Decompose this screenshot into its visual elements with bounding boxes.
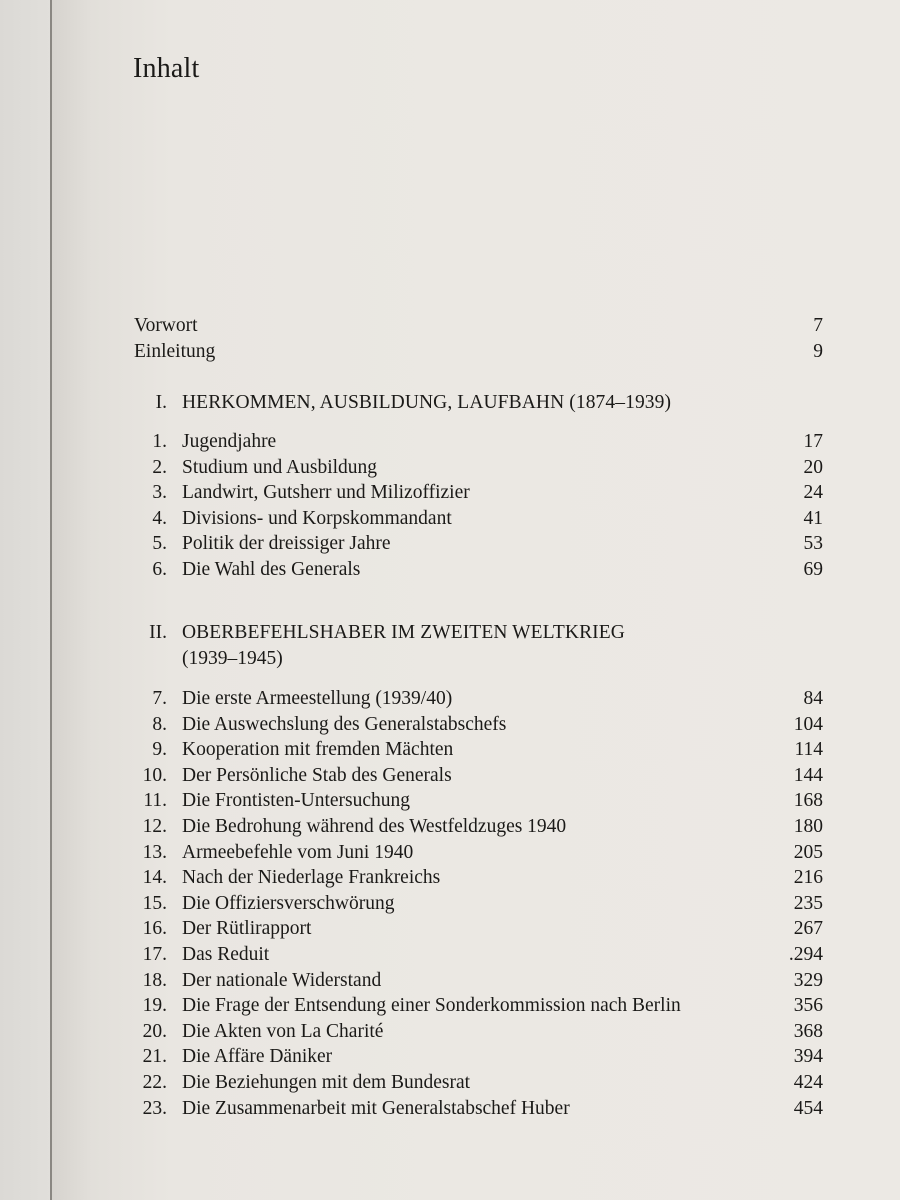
- chapter-page: 205: [793, 841, 823, 863]
- chapter-number: 22.: [142, 1072, 167, 1093]
- toc-entry: [0, 557, 900, 583]
- chapter-title: Die Zusammenarbeit mit Generalstabschef Huber: [182, 1097, 570, 1119]
- chapter-page: .294: [788, 944, 823, 965]
- chapter-title: Der Persönliche Stab des Generals: [182, 764, 452, 786]
- chapter-page: 144: [793, 764, 823, 786]
- entry-page: 7: [813, 315, 823, 336]
- chapter-title: Die Affäre Däniker: [182, 1046, 333, 1068]
- toc-entry: [0, 993, 900, 1019]
- entry-title: Einleitung: [134, 341, 216, 362]
- chapter-page: 41: [803, 507, 823, 529]
- chapter-number: 13.: [142, 841, 167, 863]
- chapter-page: 114: [794, 739, 823, 761]
- chapter-page: 394: [793, 1046, 823, 1068]
- chapter-page: 168: [793, 790, 823, 812]
- chapter-title: Nach der Niederlage Frankreichs: [182, 867, 441, 889]
- chapter-title: Die Auswechslung des Generalstabschefs: [182, 713, 507, 735]
- toc-entry: [0, 942, 900, 968]
- chapter-number: 4.: [152, 507, 167, 529]
- chapter-title: Das Reduit: [182, 944, 270, 965]
- chapter-title: Der Rütlirapport: [182, 918, 312, 940]
- chapter-number: 2.: [152, 456, 167, 478]
- chapter-page: 53: [803, 533, 823, 555]
- toc-entry: [0, 788, 900, 814]
- entry-title: Vorwort: [134, 315, 198, 336]
- chapter-page: 424: [793, 1072, 823, 1093]
- chapter-number: 8.: [152, 713, 167, 735]
- chapter-page: 368: [793, 1020, 823, 1042]
- chapter-title: Die Akten von La Charité: [182, 1020, 384, 1042]
- chapter-title: Die erste Armeestellung (1939/40): [182, 688, 453, 709]
- toc-entry-vorwort: [0, 313, 900, 339]
- chapter-number: 17.: [142, 944, 167, 965]
- toc-entry: [0, 429, 900, 455]
- chapter-page: 84: [803, 688, 823, 709]
- chapter-number: 18.: [142, 969, 167, 991]
- toc-entry: [0, 968, 900, 994]
- toc-entry: [0, 480, 900, 506]
- toc-entry: [0, 686, 900, 712]
- toc-entry: [0, 531, 900, 557]
- chapter-title: Jugendjahre: [182, 431, 277, 452]
- chapter-title: Armeebefehle vom Juni 1940: [182, 841, 414, 863]
- part-title: OBERBEFEHLSHABER IM ZWEITEN WELTKRIEG: [182, 622, 625, 643]
- chapter-title: Landwirt, Gutsherr und Milizoffizier: [182, 482, 470, 504]
- chapter-title: Divisions- und Korpskommandant: [182, 507, 452, 529]
- chapter-number: 6.: [152, 559, 167, 580]
- part-subtitle: (1939–1945): [182, 648, 283, 669]
- toc-entry: [0, 737, 900, 763]
- chapter-number: 9.: [152, 739, 167, 761]
- chapter-number: 3.: [152, 482, 167, 504]
- toc-entry: [0, 506, 900, 532]
- chapter-page: 267: [793, 918, 823, 940]
- chapter-number: 21.: [142, 1046, 167, 1068]
- toc-entry: [0, 840, 900, 866]
- chapter-number: 14.: [142, 867, 167, 889]
- toc-entry: [0, 916, 900, 942]
- chapter-page: 20: [803, 456, 823, 478]
- toc-entry: [0, 763, 900, 789]
- toc-entry: [0, 1019, 900, 1045]
- chapter-number: 10.: [142, 764, 167, 786]
- chapter-page: 17: [803, 431, 823, 452]
- chapter-title: Die Offiziersverschwörung: [182, 892, 395, 914]
- chapter-number: 11.: [143, 790, 167, 812]
- chapter-title: Die Frage der Entsendung einer Sonderkommission nach Berlin: [182, 995, 681, 1017]
- chapter-title: Die Beziehungen mit dem Bundesrat: [182, 1072, 471, 1093]
- chapter-title: Die Frontisten-Untersuchung: [182, 790, 411, 812]
- part-title: HERKOMMEN, AUSBILDUNG, LAUFBAHN (1874–1939): [182, 392, 672, 413]
- toc-entry: [0, 1044, 900, 1070]
- toc-entry: [0, 865, 900, 891]
- chapter-page: 235: [793, 892, 823, 914]
- chapter-number: 16.: [142, 918, 167, 940]
- chapter-number: 5.: [152, 533, 167, 555]
- toc-entry: [0, 455, 900, 481]
- toc-entry: [0, 891, 900, 917]
- chapter-number: 20.: [142, 1020, 167, 1042]
- chapter-number: 15.: [142, 892, 167, 914]
- toc-entry: [0, 1070, 900, 1096]
- chapter-page: 329: [793, 969, 823, 991]
- chapter-title: Studium und Ausbildung: [182, 456, 378, 478]
- chapter-number: 19.: [142, 995, 167, 1017]
- chapter-page: 69: [803, 559, 823, 580]
- toc-entry: [0, 814, 900, 840]
- chapter-page: 356: [793, 995, 823, 1017]
- chapter-number: 7.: [152, 688, 167, 709]
- chapter-page: 454: [793, 1097, 823, 1119]
- chapter-page: 104: [793, 713, 823, 735]
- chapter-page: 216: [793, 867, 823, 889]
- toc-entry: [0, 1096, 900, 1122]
- toc-entry-einleitung: [0, 339, 900, 365]
- chapter-title: Der nationale Widerstand: [182, 969, 382, 991]
- chapter-number: 23.: [142, 1097, 167, 1119]
- chapter-title: Kooperation mit fremden Mächten: [182, 739, 454, 761]
- chapter-page: 24: [803, 482, 823, 504]
- part-numeral: II.: [149, 622, 167, 643]
- chapter-title: Die Bedrohung während des Westfeldzuges 1940: [182, 816, 567, 837]
- entry-page: 9: [813, 341, 823, 362]
- chapter-page: 180: [793, 816, 823, 837]
- toc-entry: [0, 712, 900, 738]
- chapter-number: 12.: [142, 816, 167, 837]
- chapter-title: Politik der dreissiger Jahre: [182, 533, 391, 555]
- chapter-title: Die Wahl des Generals: [182, 559, 361, 580]
- page-title: Inhalt: [133, 53, 200, 84]
- part-numeral: I.: [155, 392, 167, 413]
- chapter-number: 1.: [152, 431, 167, 452]
